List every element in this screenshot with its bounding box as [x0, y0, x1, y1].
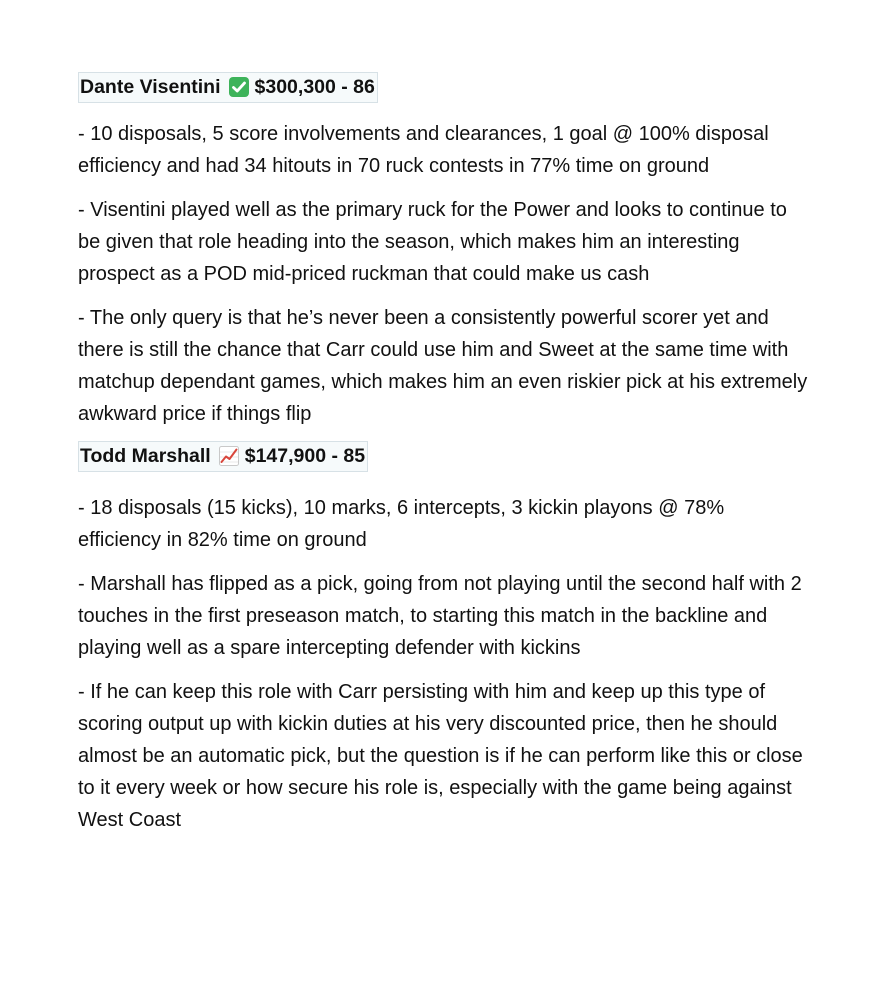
check-mark-icon: [228, 76, 250, 98]
player-name: Todd Marshall: [80, 445, 211, 467]
analysis-paragraph: - Visentini played well as the primary ruck for the Power and looks to continue to be given that role heading into the season, which makes him an interesting prospect as a POD mid-priced ruckman that could make us cash: [78, 199, 787, 285]
analysis-paragraph: - Marshall has flipped as a pick, going from not playing until the second half with 2 touches in the first preseason match, to starting this match in the backline and playing well as a spare intercepting defender with kickins: [78, 573, 802, 659]
price-score: $147,900 - 85: [244, 445, 366, 467]
stat-line: - 18 disposals (15 kicks), 10 marks, 6 intercepts, 3 kickin playons @ 78% efficiency in 82% time on ground: [78, 497, 725, 551]
document-page: [78, 72, 810, 836]
stat-line: - 10 disposals, 5 score involvements and clearances, 1 goal @ 100% disposal efficiency and had 34 hitouts in 70 ruck contests in 77% time on ground: [78, 123, 769, 177]
player-heading-visentini: [78, 72, 378, 103]
player-name: Dante Visentini: [80, 76, 221, 98]
analysis-paragraph: - If he can keep this role with Carr persisting with him and keep up this type of scoring output up with kickin duties at his very discounted price, then he should almost be an automatic pick, but the question is if he can perform like this or close to it every week or how secure his role is, especially with the game being against West Coast: [78, 681, 803, 831]
analysis-paragraph: - The only query is that he’s never been a consistently powerful scorer yet and there is still the chance that Carr could use him and Sweet at the same time with matchup dependant games, which makes him an even riskier pick at his extremely awkward price if things flip: [78, 307, 808, 425]
trending-up-chart-icon: [218, 445, 240, 467]
price-score: $300,300 - 86: [254, 76, 375, 98]
player-heading-marshall: [78, 441, 368, 472]
